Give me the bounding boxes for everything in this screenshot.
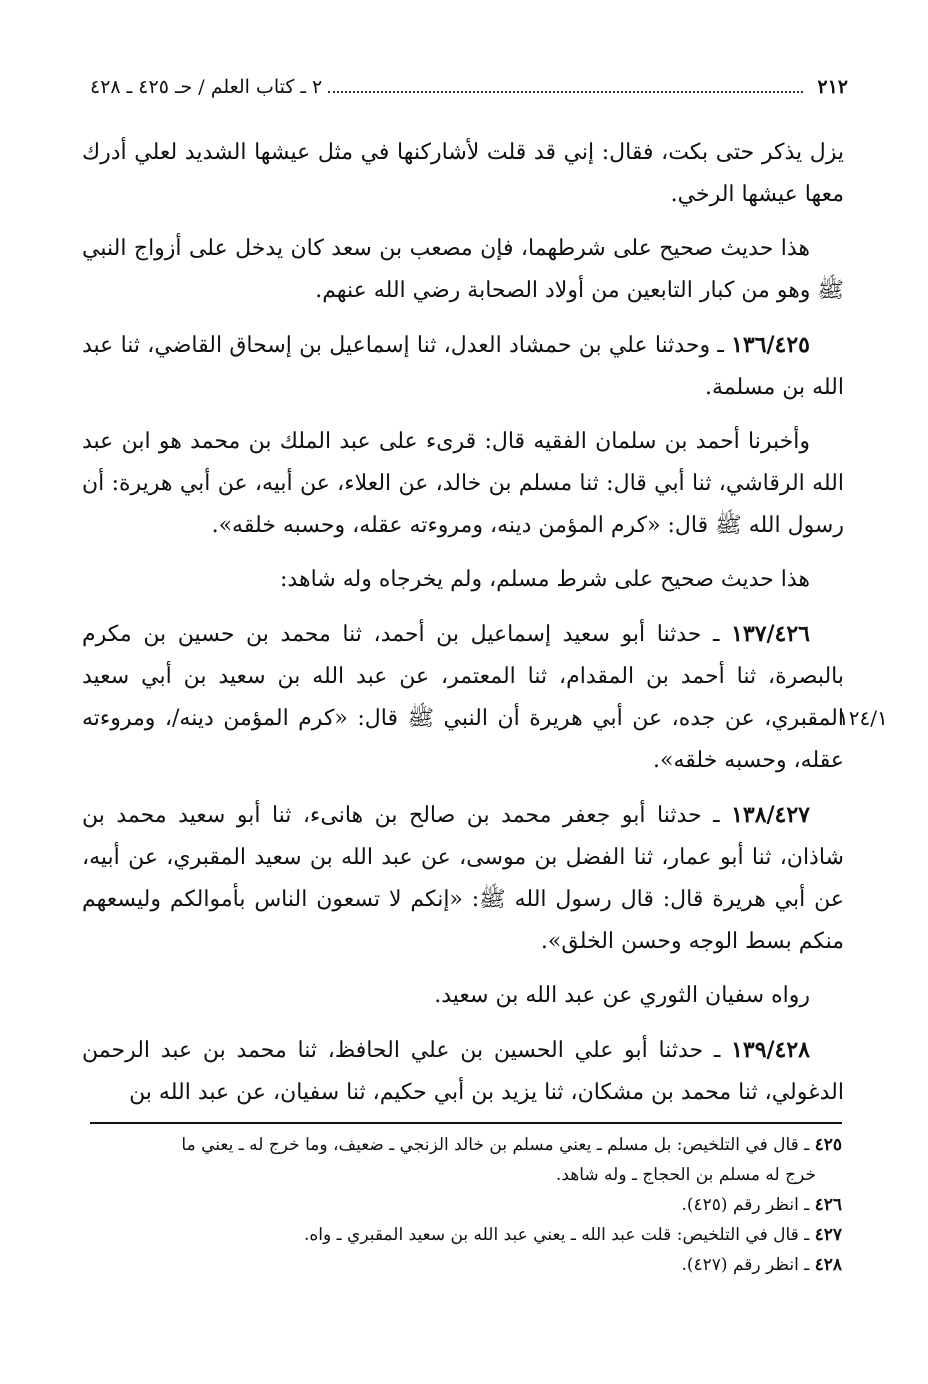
footnote-divider (90, 1122, 842, 1124)
paragraph: هذا حديث صحيح على شرط مسلم، ولم يخرجاه وله شاهد: (280, 567, 810, 592)
footnote: ٤٢٨ ـ انظر رقم (٤٢٧). (681, 1255, 842, 1275)
hadith-number: ١٣٨/٤٢٧ (731, 802, 810, 828)
paragraph: يزل يذكر حتى بكت، فقال: إني قد قلت لأشاركنها في مثل عيشها الشديد لعلي أدرك معها عيشها الرخي. (82, 140, 844, 207)
paragraph: وأخبرنا أحمد بن سلمان الفقيه قال: قرىء على عبد الملك بن محمد هو ابن عبد الله الرقاشي، ثنا أبي قال: ثنا مسلم بن خالد، عن العلاء، عن أبيه، عن أبي هريرة: أن رسول الله ﷺ قال: «كرم المؤمن دينه، ومروءته عقله، وحسبه خلقه». (82, 429, 844, 538)
hadith-paragraph: ١٣٧/٤٢٦ ـ حدثنا أبو سعيد إسماعيل بن أحمد، ثنا محمد بن حسين بن مكرم بالبصرة، ثنا أحمد بن المقدام، ثنا المعتمر، عن عبد الله بن سعيد بن أبي سعيد المقبري، عن جده، عن أبي هريرة أن النبي ﷺ قال: «كرم المؤمن دينه/، ومروءته عقله، وحسبه خلقه». (82, 621, 844, 773)
footnote: ٤٢٦ ـ انظر رقم (٤٢٥). (681, 1195, 842, 1215)
paragraph: هذا حديث صحيح على شرطهما، فإن مصعب بن سعد كان يدخل على أزواج النبي ﷺ وهو من كبار التابعين من أولاد الصحابة رضي الله عنهم. (82, 236, 844, 303)
hadith-paragraph: ١٣٨/٤٢٧ ـ حدثنا أبو جعفر محمد بن صالح بن هانىء، ثنا أبو سعيد محمد بن شاذان، ثنا أبو عمار، ثنا الفضل بن موسى، عن عبد الله بن سعيد المقبري، عن أبيه، عن أبي هريرة قال: قال رسول الله ﷺ: «إنكم لا تسعون الناس بأموالكم وليسعهم منكم بسط الوجه وحسن الخلق». (82, 802, 844, 954)
footnote-continuation: خرج له مسلم بن الحجاج ـ وله شاهد. (555, 1165, 816, 1185)
main-text (82, 132, 844, 1126)
paragraph: رواه سفيان الثوري عن عبد الله بن سعيد. (434, 983, 810, 1008)
footnote: ٤٢٧ ـ قال في التلخيص: قلت عبد الله ـ يعني عبد الله بن سعيد المقبري ـ واه. (303, 1225, 842, 1245)
hadith-paragraph: ١٣٩/٤٢٨ ـ حدثنا أبو علي الحسين بن علي الحافظ، ثنا محمد بن عبد الرحمن الدغولي، ثنا محمد بن مشكان، ثنا يزيد بن أبي حكيم، ثنا سفيان، عن عبد الله بن (82, 1037, 844, 1105)
footnote: ٤٢٥ ـ قال في التلخيص: بل مسلم ـ يعني مسلم بن خالد الزنجي ـ ضعيف، وما خرج له ـ يعني ما (181, 1135, 842, 1155)
margin-page-reference: ١٢٤/١ (838, 706, 888, 730)
running-title: ٢ ـ كتاب العلم / حـ ٤٢٥ ـ ٤٢٨ (90, 76, 323, 98)
hadith-paragraph: ١٣٦/٤٢٥ ـ وحدثنا علي بن حمشاد العدل، ثنا إسماعيل بن إسحاق القاضي، ثنا عبد الله بن مسلمة. (82, 332, 844, 400)
hadith-number: ١٣٦/٤٢٥ (731, 332, 810, 358)
footnotes (90, 1130, 842, 1280)
hadith-number: ١٣٩/٤٢٨ (731, 1037, 810, 1063)
dotted-leader (328, 77, 803, 93)
page-header (90, 76, 848, 106)
hadith-number: ١٣٧/٤٢٦ (731, 621, 810, 647)
page-number: ٢١٢ (817, 76, 848, 98)
